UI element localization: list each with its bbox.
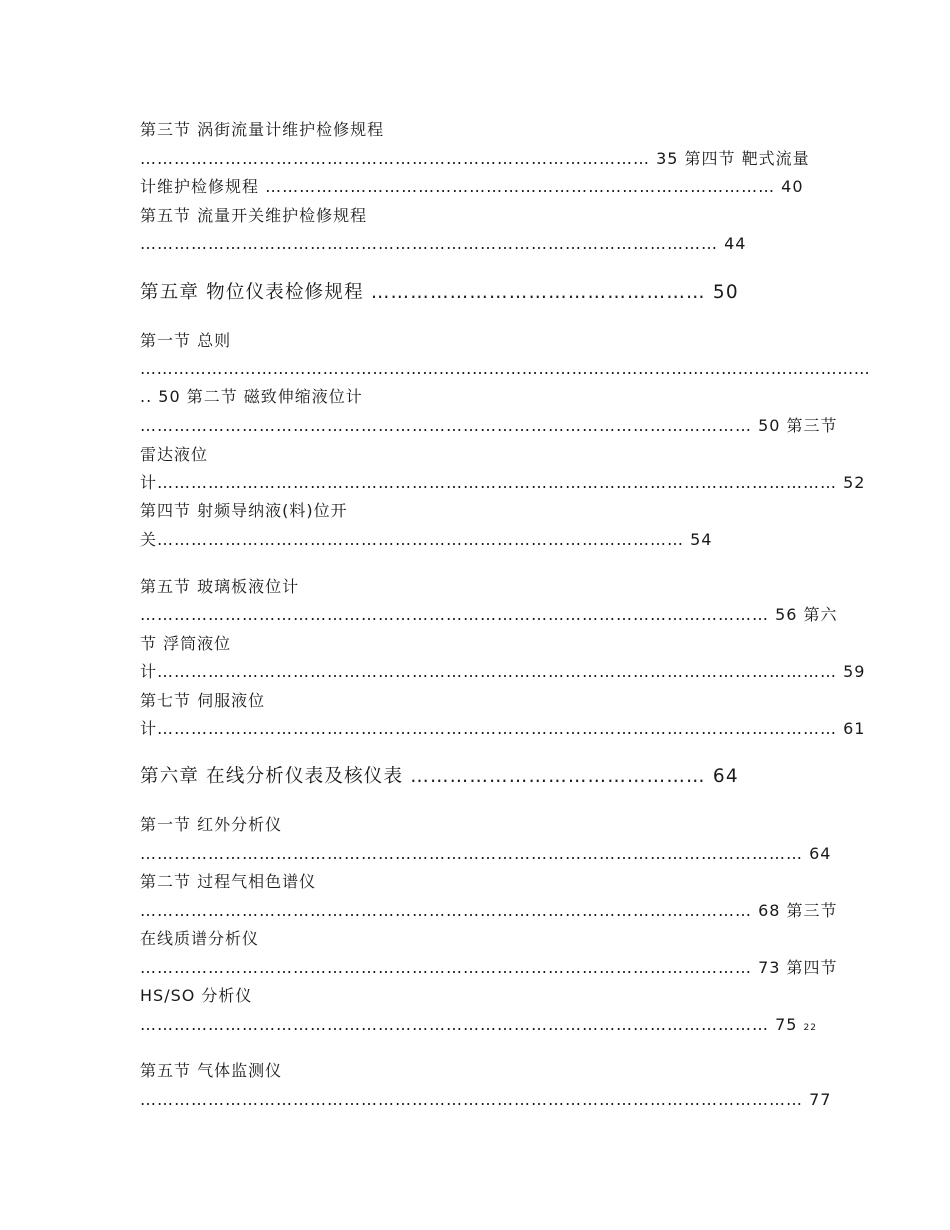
toc-entry-hs-so-analyzer: HS/SO 分析仪	[140, 986, 253, 1005]
toc-leader-line: ……………………………………………………………………………………………………… 77	[140, 1090, 832, 1109]
toc-entry-radar-level: 雷达液位	[140, 445, 209, 464]
toc-entry-sec5-glass-gauge: 第五节 玻璃板液位计	[140, 577, 300, 596]
toc-leader-line: ………………………………………………………………………………………… 44	[140, 234, 747, 253]
toc-leader-line: ……………………………………………………………………………………………… 73 第四节	[140, 958, 838, 977]
toc-leader-text: ………………………………………………………………………………………………… 75	[140, 1015, 798, 1034]
toc-leader-line: ……………………………………………………………………………………………… 68 第三节	[140, 901, 838, 920]
toc-leader-line: ……………………………………………………………………………………………… 50 第三节	[140, 416, 838, 435]
toc-entry-mass-spec: 在线质谱分析仪	[140, 929, 260, 948]
toc-entry-sec1-infrared: 第一节 红外分析仪	[140, 815, 283, 834]
toc-leader-line: 计………………………………………………………………………………………………………… 59	[140, 662, 866, 681]
toc-leader-line: 计………………………………………………………………………………………………………… 52	[140, 473, 866, 492]
toc-entry-sec1-general: 第一节 总则	[140, 331, 232, 350]
toc-leader-line: 关………………………………………………………………………………… 54	[140, 530, 713, 549]
toc-entry-sec7-servo-level: 第七节 伺服液位	[140, 691, 266, 710]
toc-leader-line: ……………………………………………………………………………………………………………………	[140, 359, 871, 378]
toc-leader-line: 计维护检修规程 ……………………………………………………………………………… 40	[140, 177, 804, 196]
toc-leader-line	[140, 1015, 817, 1038]
toc-leader-line: ……………………………………………………………………………… 35 第四节 靶式流量	[140, 149, 810, 168]
toc-entry-sec4-rf-admittance: 第四节 射频导纳液(料)位开	[140, 501, 348, 520]
toc-entry-sec2-magnetostrictive: .. 50 第二节 磁致伸缩液位计	[140, 387, 363, 406]
toc-leader-line: 计………………………………………………………………………………………………………… 61	[140, 719, 866, 738]
page-number-marker: 22	[803, 1023, 817, 1033]
toc-entry-sec5-gas-monitor: 第五节 气体监测仪	[140, 1061, 283, 1080]
toc-chapter-6: 第六章 在线分析仪表及核仪表 ……………………………………… 64	[140, 766, 739, 787]
toc-entry-sec3-vortex: 第三节 涡街流量计维护检修规程	[140, 120, 385, 139]
toc-entry-sec5-flowswitch: 第五节 流量开关维护检修规程	[140, 206, 368, 225]
toc-leader-line: ………………………………………………………………………………………………… 56 第六	[140, 605, 838, 624]
toc-entry-sec2-gas-chromatograph: 第二节 过程气相色谱仪	[140, 872, 317, 891]
toc-entry-displacer-level: 节 浮筒液位	[140, 634, 232, 653]
toc-leader-line: ……………………………………………………………………………………………………… 64	[140, 844, 832, 863]
toc-chapter-5: 第五章 物位仪表检修规程 …………………………………………… 50	[140, 282, 739, 303]
